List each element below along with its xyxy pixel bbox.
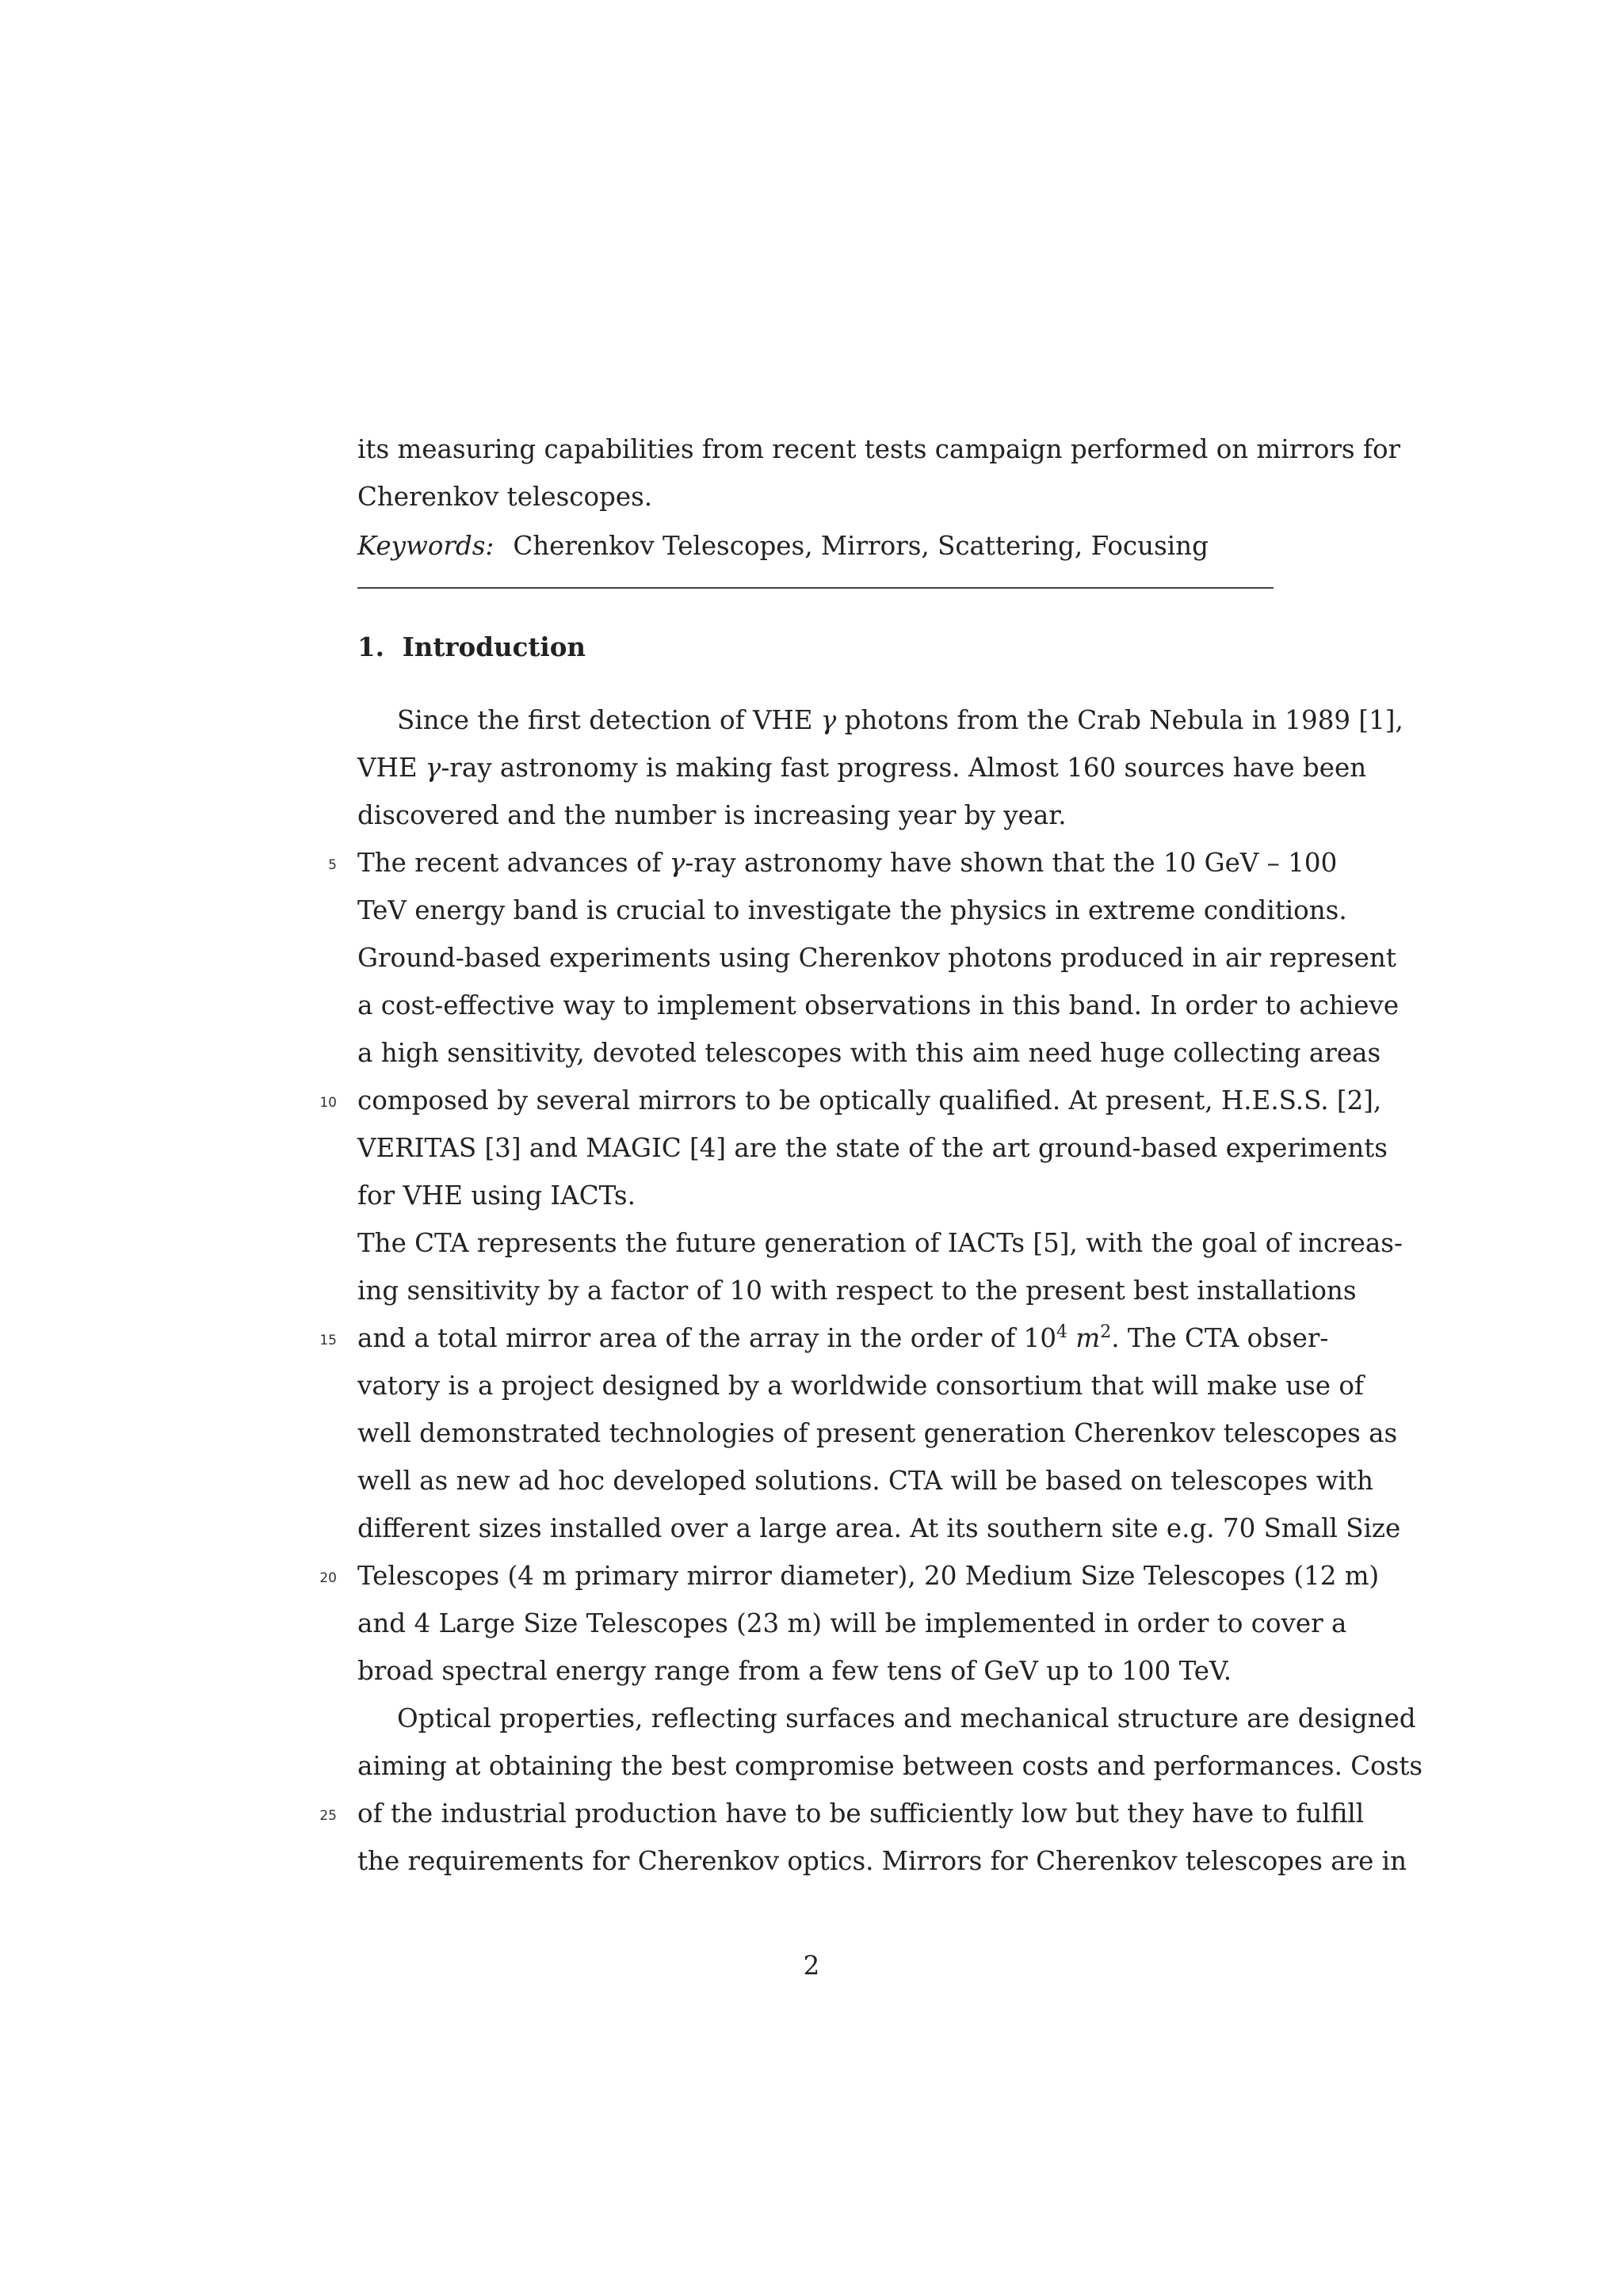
line-number: 25 bbox=[319, 1808, 337, 1824]
page-number: 2 bbox=[803, 1951, 820, 1981]
body-line: well demonstrated technologies of present generation Cherenkov telescopes as bbox=[357, 1418, 1398, 1448]
section-number: 1. bbox=[357, 631, 384, 662]
gamma-symbol: γ bbox=[820, 705, 837, 735]
section-heading bbox=[357, 631, 586, 664]
body-line: VHE γ-ray astronomy is making fast progress. Almost 160 sources have been bbox=[357, 753, 1367, 783]
body-line: for VHE using IACTs. bbox=[357, 1180, 636, 1211]
body-line: VERITAS [3] and MAGIC [4] are the state of the art ground-based experiments bbox=[357, 1133, 1388, 1163]
body-line: a cost-effective way to implement observations in this band. In order to achieve bbox=[357, 990, 1400, 1020]
body-line: a high sensitivity, devoted telescopes with this aim need huge collecting areas bbox=[357, 1038, 1381, 1068]
keywords bbox=[357, 529, 1274, 563]
body-line: and a total mirror area of the array in the order of $10^4$ $m^2$. The CTA obser- bbox=[357, 1322, 1329, 1353]
abstract-line: Cherenkov telescopes. bbox=[357, 482, 653, 512]
body-line: vatory is a project designed by a worldwide consortium that will make use of bbox=[357, 1371, 1364, 1401]
body-line: The CTA represents the future generation of IACTs [5], with the goal of increas- bbox=[357, 1228, 1403, 1258]
line-number: 20 bbox=[319, 1570, 337, 1586]
body-line: Ground-based experiments using Cherenkov photons produced in air represent bbox=[357, 943, 1396, 973]
section-title: Introduction bbox=[402, 631, 586, 662]
body-line: TeV energy band is crucial to investigate the physics in extreme conditions. bbox=[357, 895, 1347, 925]
keywords-text: Cherenkov Telescopes, Mirrors, Scattering, Focusing bbox=[513, 531, 1209, 561]
body-line: composed by several mirrors to be optically qualified. At present, H.E.S.S. [2], bbox=[357, 1085, 1382, 1116]
gamma-symbol: γ bbox=[425, 753, 441, 783]
body-line: The recent advances of γ-ray astronomy have shown that the 10 GeV – 100 bbox=[357, 848, 1338, 878]
body-line: discovered and the number is increasing year by year. bbox=[357, 800, 1067, 830]
line-number: 10 bbox=[319, 1095, 337, 1111]
body-line: the requirements for Cherenkov optics. Mirrors for Cherenkov telescopes are in bbox=[357, 1846, 1407, 1876]
line-number: 15 bbox=[319, 1333, 337, 1348]
body-line: broad spectral energy range from a few tens of GeV up to 100 TeV. bbox=[357, 1656, 1232, 1686]
abstract-line: its measuring capabilities from recent tests campaign performed on mirrors for bbox=[357, 434, 1401, 464]
body-line: Optical properties, reflecting surfaces and mechanical structure are designed bbox=[397, 1703, 1416, 1733]
body-line: well as new ad hoc developed solutions. CTA will be based on telescopes with bbox=[357, 1466, 1373, 1496]
body-line: Since the first detection of VHE γ photons from the Crab Nebula in 1989 [1], bbox=[397, 705, 1403, 735]
body-line: and 4 Large Size Telescopes (23 m) will be implemented in order to cover a bbox=[357, 1608, 1347, 1638]
abstract-divider bbox=[357, 587, 1274, 589]
body-line: of the industrial production have to be sufficiently low but they have to fulfill bbox=[357, 1798, 1365, 1829]
body-line: different sizes installed over a large area. At its southern site e.g. 70 Small Size bbox=[357, 1513, 1401, 1543]
body-line: ing sensitivity by a factor of 10 with respect to the present best installations bbox=[357, 1276, 1357, 1306]
gamma-symbol: γ bbox=[669, 848, 685, 878]
keywords-label: Keywords: bbox=[357, 531, 495, 561]
line-number: 5 bbox=[328, 857, 337, 873]
body-line: aiming at obtaining the best compromise between costs and performances. Costs bbox=[357, 1751, 1423, 1781]
body-line: Telescopes (4 m primary mirror diameter), 20 Medium Size Telescopes (12 m) bbox=[357, 1561, 1380, 1591]
